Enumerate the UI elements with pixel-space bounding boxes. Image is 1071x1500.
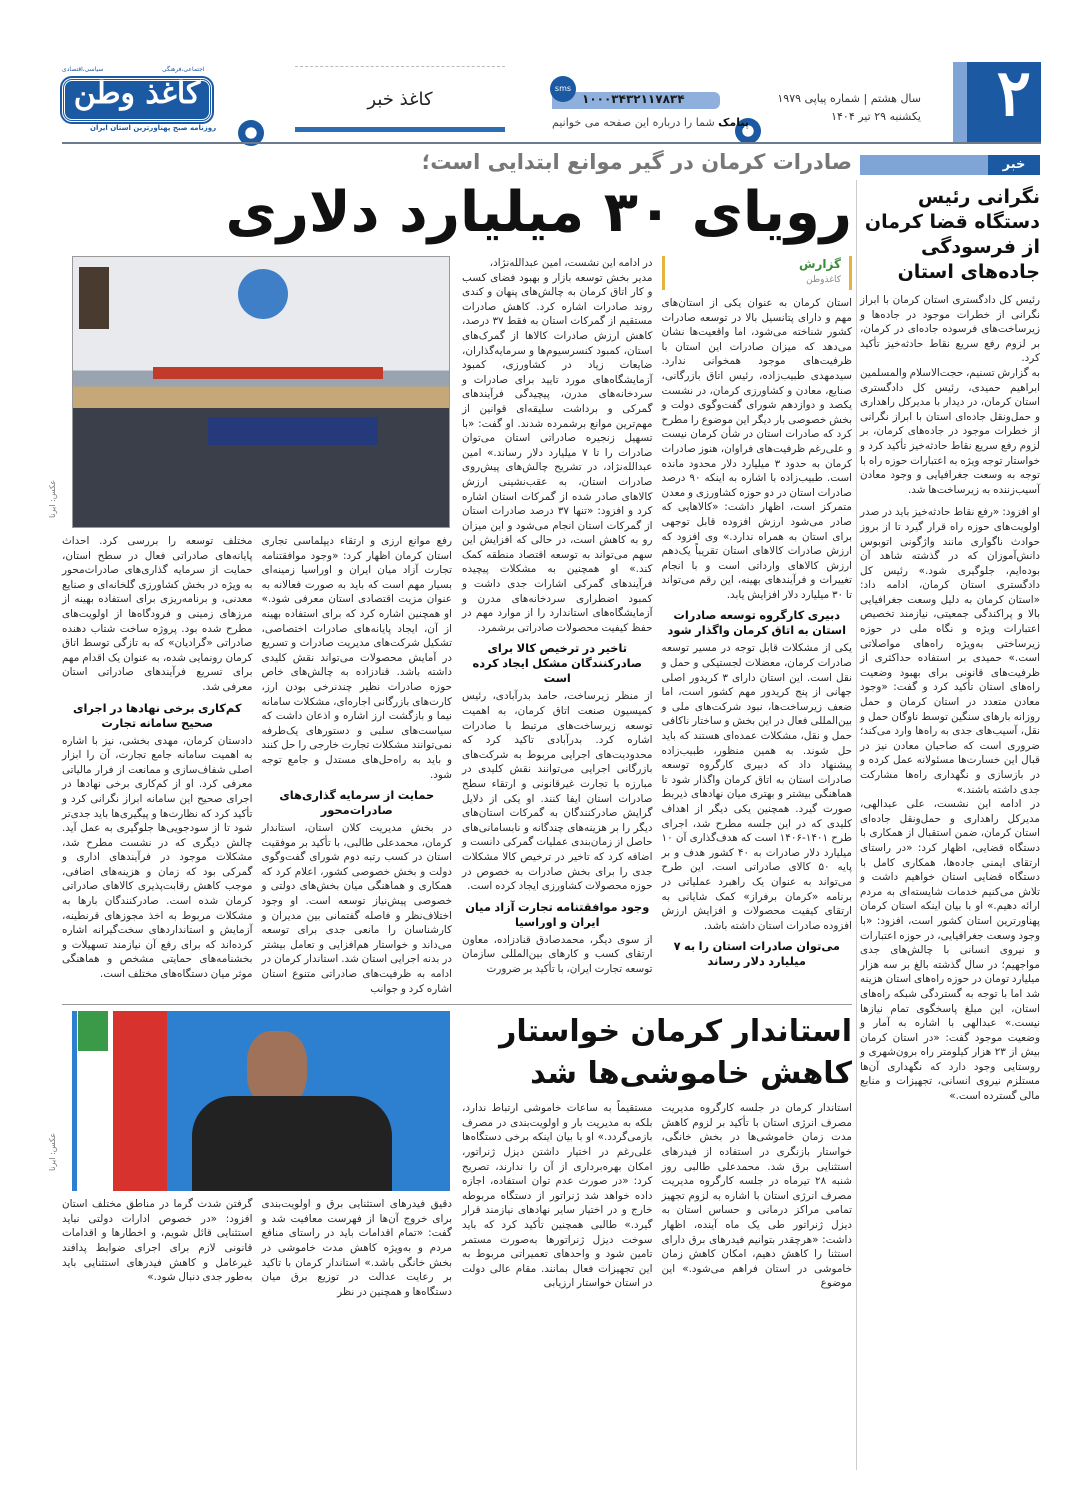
main-content — [48, 148, 853, 1299]
photo-credit: عکس: ایرنا — [48, 479, 57, 518]
sidebar-tag: خبر — [860, 155, 1040, 175]
meeting-photo — [72, 256, 450, 528]
report-tag: گزارش کاغذوطن — [662, 256, 853, 290]
article1-body — [48, 256, 853, 996]
article-headline: رویای ۳۰ میلیارد دلاری — [225, 180, 852, 245]
article2-left — [48, 1011, 452, 1299]
newspaper-logo: کاغذ وطن سیاسی،اقتصادی اجتماعی،فرهنگی روزنامه صبح پهناورترین استان ایران — [62, 66, 217, 132]
article2-headline: استاندار کرمان خواستار کاهش خاموشی‌ها شد — [499, 1014, 852, 1092]
article1-left — [48, 256, 452, 996]
sms-icon: sms — [550, 76, 576, 102]
governor-photo — [72, 1011, 450, 1191]
article2-columns-1-2: استاندار کرمان در جلسه کارگروه مدیریت مصرف انرژی استان با تأکید بر لزوم کاهش مدت زمان خاموشی‌ها در بخش خانگی، خواستار بازنگری در استفاده از فیدرهای استثنایی برق شد. محمدعلی طالبی روز شنبه ۲۸ تیرماه در جلسه کارگروه مدیریت مصرف انرژی استان با اشاره به لزوم تجهیز تمامی مراکز درمانی و حساس استان به دیزل ژنراتور طی یک ماه آینده، اظهار داشت: «هرچقدر بتوانیم فیدرهای برق دارای استثنا را کاهش دهیم، امکان کاهش زمان خاموشی در استان فراهم می‌شود.» این موضوع مستقیماً به ساعات خاموشی ارتباط ندارد، بلکه به مدیریت بار و اولویت‌بندی در مصرف بازمی‌گردد.» او با بیان اینکه برخی دستگاه‌ها علی‌رغم در اختیار داشتن دیزل ژنراتور، امکان بهره‌برداری از آن را ندارند، تصریح کرد: «در صورت عدم توان استفاده، اجازه داده خواهد شد ژنراتور از دستگاه مربوطه خارج و در اختیار سایر نهادهای نیازمند قرار گیرد.» طالبی همچنین تأکید کرد که باید سوخت دیزل ژنراتورها به‌صورت مستمر تامین شود و واحدهای تعمیراتی مربوط به این تجهیزات فعال بمانند. مقام عالی دولت در استان خواستار ارزیابی — [462, 1102, 852, 1290]
sidebar-headline: نگرانی رئیس دستگاه قضا کرمان از فرسودگی جاده‌های استان — [864, 186, 1040, 283]
article2-right — [462, 1011, 852, 1291]
sidebar — [860, 155, 1040, 1104]
page-number-badge: ۲ — [953, 62, 1041, 144]
column-divider — [856, 180, 857, 1470]
article-divider — [62, 1004, 852, 1005]
article1-columns-1-2: گزارش کاغذوطن استان کرمان به عنوان یکی از استان‌های مهم و دارای پتانسیل بالا در توسعه صادرات کشور شناخته می‌شود، اما واقعیت‌ها نشان می‌دهد که میزان صادرات این استان با ظرفیت‌های موجود همخوانی ندارد. سیدمهدی طبیب‌زاده، رئیس اتاق بازرگانی، صنایع، معادن و کشاورزی کرمان، در نشست یکصد و دوازدهم شورای گفت‌وگوی دولت و بخش خصوصی بار دیگر این موضوع را مطرح کرد که صادرات استان در شأن کرمان نیست و علی‌رغم ظرفیت‌های فراوان، هنوز صادرات کرمان به حدود ۳ میلیارد دلار محدود مانده است. طبیب‌زاده با اشاره به اینکه ۹۰ درصد صادرات استان در دو حوزه کشاورزی و معدن متمرکز است، اظهار داشت: «کالاهایی که صادر می‌شود ارزش افزوده قابل توجهی برای استان به همراه ندارد.» وی افزود که ارزش صادرات کالاهای استان تقریباً یک‌دهم ارزش کالاهای وارداتی است و با انجام تغییرات و فرآیندهای بهینه، این رقم می‌تواند تا ۳۰ میلیارد دلار افزایش یابد. دبیری کارگروه توسعه صادرات استان به اتاق کرمان واگذار شود یکی از مشکلات قابل توجه در مسیر توسعه صادرات کرمان، معضلات لجستیکی و حمل و نقل است. این استان دارای ۳ کریدور اصلی جهانی از پنج کریدور مهم کشور است، اما ضعف زیرساخت‌ها، نبود شرکت‌های ملی و بین‌المللی فعال در این بخش و ساختار ناکافی حمل و نقل، مشکلات عمده‌ای هستند که باید حل شوند. به همین منظور، طبیب‌زاده پیشنهاد داد که دبیری کارگروه توسعه صادرات استان به اتاق کرمان واگذار شود تا هماهنگی بیشتر و بهتری میان نهادهای ذیربط صورت گیرد. همچنین یکی دیگر از اهداف کلیدی که در این جلسه مطرح شد، اجرای طرح ۱۴۰۱-۱۴۰۶ است که هدف‌گذاری آن ۱۰ میلیارد دلار صادرات به ۴۰ کشور هدف و بر پایه ۵۰ کالای صادراتی است. این طرح می‌تواند به عنوان یک راهبرد عملیاتی در برنامه «کرمان برفراز» کمک شایانی به ارتقای کیفیت محصولات و افزایش ارزش افزوده صادرات استان داشته باشد. می‌توان صادرات استان را به ۷ میلیارد دلار رساند در ادامه این نشست، امین عبدالله‌نژاد، مدیر بخش توسعه بازار و بهبود فضای کسب و کار اتاق کرمان به چالش‌های پنهان و کندی روند صادرات اشاره کرد. کاهش صادرات مستقیم از گمرکات استان به فقط ۳۷ درصد، کاهش ارزش صادرات کالاها از گمرک‌های استان، کمبود کنسرسیوم‌ها و سرمایه‌گذاران، ضایعات زیاد در کشاورزی، کمبود آزمایشگاه‌های مورد تایید برای صادرات و سردخانه‌های مدرن، پیچیدگی فرآیندهای گمرکی و برداشت سلیقه‌ای قوانین از مهم‌ترین موانع برشمرده شدند. او گفت: «با تسهیل زنجیره صادراتی استان می‌توان صادرات را تا ۷ میلیارد دلار رساند.» امین عبدالله‌نژاد، در تشریح چالش‌های پیش‌روی صادرات استان، به عقب‌نشینی ارزش کالاهای صادر شده از گمرکات استان اشاره کرد و افزود: «تنها ۳۷ درصد صادرات استان از گمرکات استان انجام می‌شود و این میزان رو به کاهش است، در حالی که افزایش این سهم می‌تواند به توسعه اقتصاد منطقه کمک کند.» او همچنین به مشکلات پیچیده فرآیندهای گمرکی اشارات جدی داشت و کمبود اضطراری سردخانه‌های مدرن و آزمایشگاه‌های استاندارد را از موارد مهم در حفظ کیفیت محصولات صادراتی برشمرد. تاخیر در ترخیص کالا برای صادرکنندگان مشکل ایجاد کرده است از منظر زیرساخت، حامد بدرآبادی، رئیس کمیسیون صنعت اتاق کرمان، به اهمیت توسعه زیرساخت‌های مرتبط با صادرات اشاره کرد. بدرآبادی تاکید کرد که محدودیت‌های اجرایی مربوط به شرکت‌های بازرگانی اجرایی می‌توانند نقش کلیدی در مبارزه با تجارت غیرقانونی و ارتقاء سطح صادرات استان ایفا کنند. او یکی از دلایل گرایش صادرکنندگان به گمرکات استان‌های دیگر را بر هزینه‌های چندگانه و نابسامانی‌های حاصل از زمان‌بندی عملیات گمرکی دانست و اضافه کرد که تاخیر در ترخیص کالا مشکلات جدی را برای بخش صادرات به خصوص در حوزه محصولات کشاورزی ایجاد کرده است. وجود موافقتنامه تجارت آزاد میان ایران و اوراسیا از سوی دیگر، محمدصادق قنادزاده، معاون ارتقای کسب و کارهای بین‌المللی سازمان توسعه تجارت ایران، با تأکید بر ضرورت — [462, 257, 853, 975]
issue-info: سال هشتم | شماره پیاپی ۱۹۷۹ یکشنبه ۲۹ تیر ۱۴۰۴ — [777, 92, 921, 123]
masthead-divider — [62, 142, 1041, 144]
article2-columns-3-4: دقیق فیدرهای استثنایی برق و اولویت‌بندی برای خروج آن‌ها از فهرست معافیت شد و گفت: «تمام اقدامات باید در راستای منافع مردم و به‌ویژه کاهش مدت خاموشی در بخش خانگی باشد.» استاندار کرمان با تاکید بر رعایت عدالت در توزیع برق میان دستگاه‌ها و همچنین در نظر گرفتن شدت گرما در مناطق مختلف استان افزود: «در خصوص ادارات دولتی نباید استثنایی قائل شویم، و اخطارها و اقدامات قانونی لازم برای اجرای ضوابط پدافند غیرعامل و کاهش فیدرهای استثنایی باید به‌طور جدی دنبال شود.» — [62, 1198, 452, 1298]
sidebar-body: رئیس کل دادگستری استان کرمان با ابراز نگرانی از خطرات موجود در جاده‌ها و زیرساخت‌های فرسوده جاده‌ای در کرمان، بر لزوم رفع سریع نقاط حادثه‌خیز تأکید کرد. به گزارش تسنیم، حجت‌الاسلام والمسلمین ابراهیم حمیدی، رئیس کل دادگستری استان کرمان، در دیدار با مدیرکل راهداری و حمل‌ونقل جاده‌ای استان با ابراز نگرانی از خطرات موجود در جاده‌های کرمان، بر لزوم رفع سریع نقاط حادثه‌خیز تأکید کرد و خواستار توجه ویژه به اعتبارات حوزه راه با توجه به وسعت جغرافیایی و وجود معادن آسیب‌زننده به زیرساخت‌ها شد. او افزود: «رفع نقاط حادثه‌خیز باید در صدر اولویت‌های حوزه راه قرار گیرد تا از بروز حوادث ناگواری مانند واژگونی اتوبوس دانش‌آموزان که در گذشته شاهد آن بوده‌ایم، جلوگیری شود.» رئیس کل دادگستری استان کرمان، ادامه داد: «استان کرمان به دلیل وسعت جغرافیایی بالا و پراکندگی جمعیتی، نیازمند تخصیص اعتبارات ویژه و نگاه ملی در حوزه زیرساختی به‌ویژه راه‌های مواصلاتی است.» حمیدی بر استفاده حداکثری از ظرفیت‌های قانونی برای بهبود وضعیت راه‌های استان تأکید کرد و گفت: «وجود معادن متعدد در استان کرمان و حمل روزانه بارهای سنگین توسط ناوگان حمل و نقل، آسیب‌های جدی به راه‌ها وارد می‌کند؛ ضروری است که صاحبان معادن نیز در قبال این خسارت‌ها مسئولانه عمل کرده و در بازسازی و نگهداری راه‌ها مشارکت جدی داشته باشند.» در ادامه این نشست، علی عبدالهی، مدیرکل راهداری و حمل‌ونقل جاده‌ای استان کرمان، ضمن استقبال از همکاری با دستگاه قضایی، اظهار کرد: «در راستای ارتقای ایمنی جاده‌ها، همکاری کامل با دستگاه قضایی استان خواهیم داشت و تلاش می‌کنیم خدمات شایسته‌ای به مردم ارائه دهیم.» او با بیان اینکه استان کرمان پهناورترین استان کشور است، افزود: «با وجود وسعت جغرافیایی، در حوزه اعتبارات و نیروی انسانی با چالش‌های جدی مواجهیم؛ در سال گذشته بالغ بر سه هزار میلیارد تومان در حوزه راه‌های استان هزینه شد اما با توجه به گستردگی شبکه راه‌های استان، این مبلغ پاسخگوی تمام نیازها نیست.» عبدالهی با اشاره به آمار و وضعیت موجود گفت: «در استان کرمان بیش از ۲۳ هزار کیلومتر راه برون‌شهری و روستایی وجود دارد که نگهداری آن‌ها مستلزم نیروی انسانی، تجهیزات و منابع مالی گسترده است.» — [860, 294, 1040, 1103]
photo-credit: عکس: ایرنا — [48, 1133, 57, 1172]
section-title: کاغذ خبر — [295, 66, 505, 132]
article2-body — [48, 1011, 852, 1299]
article-kicker: صادرات کرمان در گیر موانع ابتدایی است؛ — [421, 150, 852, 174]
sms-note: پیامک شما را درباره این صفحه می خوانیم — [552, 116, 749, 129]
article1-columns-3-4: رفع موانع ارزی و ارتقاء دیپلماسی تجاری استان کرمان اظهار کرد: «وجود موافقتنامه تجارت آزاد میان ایران و اوراسیا زمینه‌ای بسیار مهم است که باید به صورت فعالانه به عنوان مزیت اقتصادی استان معرفی شود.» او همچنین اشاره کرد که برای استفاده بهینه از آن، ایجاد پایانه‌های صادرات اختصاصی، تشکیل شرکت‌های مدیریت صادرات و تسریع در آمایش محصولات می‌تواند نقش کلیدی داشته باشد. قنادزاده به چالش‌های خاص حوزه صادرات نظیر چندنرخی بودن ارز، کارت‌های بازرگانی اجاره‌ای، مشکلات سامانه نیما و بازگشت ارز اشاره و اذعان داشت که سیاست‌های سلبی و دستورهای یک‌طرفه نمی‌توانند مشکلات تجارت خارجی را حل کنند و باید به راه‌حل‌های مستدل و جامع توجه شود. حمایت از سرمایه گذاری‌های صادرات‌محور در بخش مدیریت کلان استان، استاندار کرمان، محمدعلی طالبی، با تأکید بر موفقیت استان در کسب رتبه دوم شورای گفت‌وگوی دولت و بخش خصوصی کشور، اعلام کرد که همکاری و هماهنگی میان بخش‌های دولتی و خصوصی پیش‌نیاز توسعه است. او وجود اختلاف‌نظر و فاصله گفتمانی بین مدیران و کارشناسان را مانعی جدی برای توسعه می‌داند و خواستار هم‌افزایی و تعامل بیشتر در بدنه اجرایی استان شد. استاندار کرمان در ادامه به ظرفیت‌های صادراتی متنوع استان اشاره کرد و جوانب مختلف توسعه را بررسی کرد. احداث پایانه‌های صادراتی فعال در سطح استان، حمایت از سرمایه گذاری‌های صادرات‌محور به ویژه در بخش کشاورزی گلخانه‌ای و صنایع معدنی، و برنامه‌ریزی برای استفاده بهینه از مرزهای زمینی و فرودگاه‌ها از اولویت‌های مطرح شده بود. پروژه ساخت شتاب دهنده صادراتی «گرادیان» که به تازگی توسط اتاق کرمان رونمایی شده، به عنوان یک اقدام مهم برای تسریع فرآیندهای صادراتی استان معرفی شد. کم‌کاری برخی نهادها در اجرای صحیح سامانه تجارت دادستان کرمان، مهدی بخشی، نیز با اشاره به اهمیت سامانه جامع تجارت، آن را ابزار اصلی شفاف‌سازی و ممانعت از فرار مالیاتی معرفی کرد. او از کم‌کاری برخی نهادها در اجرای صحیح این سامانه ابراز نگرانی کرد و تأکید کرد که نظارت‌ها و پیگیری‌ها باید جدی‌تر شود تا از سودجویی‌ها جلوگیری به عمل آید. چالش دیگری که در نشست مطرح شد، مشکلات موجود در فرآیندهای اداری و گمرکی بود که زمان و هزینه‌های اضافی، موجب کاهش رقابت‌پذیری کالاهای صادراتی کرمان شده است. صادرکنندگان بارها به مشکلات مربوط به اخذ مجوزهای قرنطینه، آزمایش و استانداردهای سخت‌گیرانه اشاره کرده‌اند که برای رفع آن نیازمند تسهیلات و بخشنامه‌های حمایتی مشخص و هماهنگی موثر میان دستگاه‌های مختلف است. — [62, 535, 452, 995]
sms-box[interactable]: ۱۰۰۰۳۴۳۲۱۱۷۸۳۴ — [552, 92, 720, 109]
